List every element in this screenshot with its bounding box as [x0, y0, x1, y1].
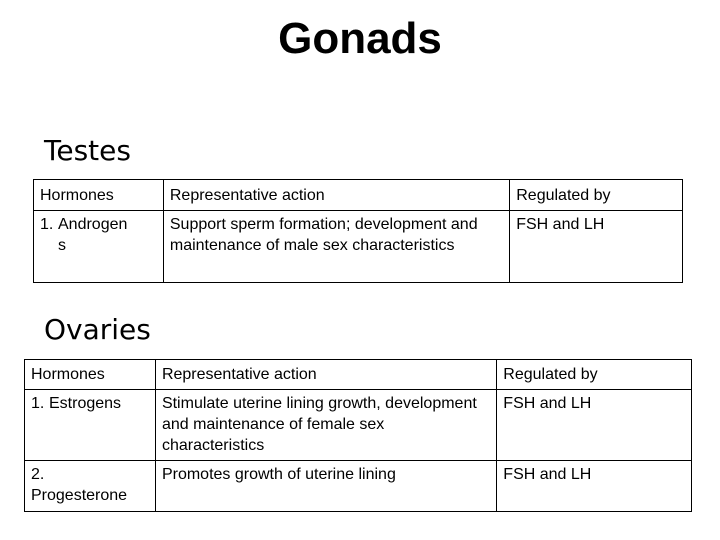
- hormone-name-part1: Androgen: [58, 216, 128, 233]
- regulated-by-cell: FSH and LH: [497, 390, 692, 461]
- header-representative-action: Representative action: [155, 360, 496, 390]
- hormone-cell: [25, 461, 156, 512]
- slide-title: Gonads: [278, 14, 442, 63]
- action-cell: Promotes growth of uterine lining: [155, 461, 496, 512]
- action-cell: Stimulate uterine lining growth, development and maintenance of female sex characteristics: [155, 390, 496, 461]
- table-row: [25, 461, 692, 512]
- action-cell: Support sperm formation; development and maintenance of male sex characteristics: [163, 211, 509, 283]
- ovaries-label: Ovaries: [44, 313, 151, 346]
- hormone-name-part2: s: [58, 237, 66, 254]
- table-row: [34, 211, 683, 283]
- header-regulated-by: Regulated by: [497, 360, 692, 390]
- table-header-row: [25, 360, 692, 390]
- header-regulated-by: Regulated by: [510, 180, 683, 211]
- hormone-cell: [34, 211, 164, 283]
- testes-table: [33, 179, 683, 283]
- regulated-by-cell: FSH and LH: [497, 461, 692, 512]
- hormone-cell: [25, 390, 156, 461]
- header-representative-action: Representative action: [163, 180, 509, 211]
- testes-label: Testes: [44, 134, 131, 167]
- table-header-row: [34, 180, 683, 211]
- header-hormones: Hormones: [25, 360, 156, 390]
- hormone-name: Estrogens: [49, 395, 122, 412]
- header-hormones: Hormones: [34, 180, 164, 211]
- regulated-by-cell: FSH and LH: [510, 211, 683, 283]
- table-row: [25, 390, 692, 461]
- list-number: 2.: [31, 466, 45, 483]
- hormone-name: Progesterone: [31, 487, 128, 504]
- list-number: 1.: [31, 395, 45, 412]
- list-number: 1.: [40, 216, 54, 233]
- ovaries-table: [24, 359, 692, 512]
